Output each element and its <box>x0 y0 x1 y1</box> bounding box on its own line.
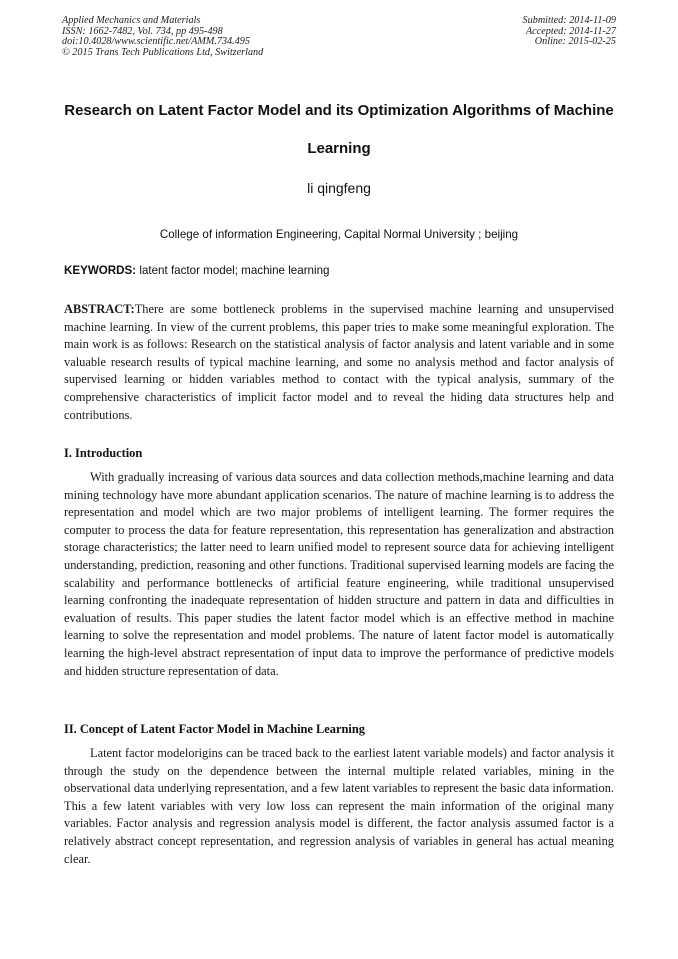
accepted-date: Accepted: 2014-11-27 <box>525 25 616 37</box>
journal-info <box>62 16 263 58</box>
journal-name: Applied Mechanics and Materials <box>62 15 201 26</box>
keywords-label: KEYWORDS: <box>64 264 137 277</box>
keywords <box>64 264 614 277</box>
section-body-concept: Latent factor modelorigins can be traced back to the earliest latent variable models) and factor analysis it through the study on the dependence between the internal multiple related variables, mining in the observational data underlying representation, and a few latent variables to represent the basic data information. This a few latent variables with very low loss can represent the main information of the original many variables. Factor analysis and regression analysis model is different, the factor analysis assumed factor is a relatively abstract concept representation, and regression analysis of variables in general has actual meaning clear. <box>64 746 614 866</box>
journal-issn: ISSN: 1662-7482, Vol. 734, pp 495-498 <box>62 25 223 37</box>
online-date: Online: 2015-02-25 <box>534 36 616 48</box>
keywords-text: latent factor model; machine learning <box>136 264 330 277</box>
abstract-label: ABSTRACT: <box>64 302 135 316</box>
author-affiliation: College of information Engineering, Capital Normal University ; beijing <box>159 228 519 241</box>
journal-doi: doi:10.4028/www.scientific.net/AMM.734.495 <box>62 36 250 48</box>
paper-title: Research on Latent Factor Model and its Optimization Algorithms of Machine Learning <box>64 102 614 157</box>
section-heading-introduction: I. Introduction <box>64 446 143 460</box>
abstract-text: There are some bottleneck problems in the supervised machine learning and unsupervised machine learning. In view of the current problems, this paper tries to make some meaningful exploration. The main work is as follows: Research on the statistical analysis of factor analysis and latent variable and in some valuable research results of typical machine learning, and some no analysis method and factor analysis of supervised learning or hidden variables method to contact with the typical analysis, summary of the comprehensive characteristics of implicit factor model and to reveal the hiding data structures help and contributions. <box>64 302 614 422</box>
section-heading-concept: II. Concept of Latent Factor Model in Machine Learning <box>64 722 365 736</box>
paper-author: li qingfeng <box>307 180 371 196</box>
journal-copyright: © 2015 Trans Tech Publications Ltd, Switzerland <box>62 46 264 58</box>
section-body-introduction: With gradually increasing of various data sources and data collection methods,machine learning and data mining technology have more abundant application scenarios. The nature of machine learning is to address the representation and model which are two major problems of intelligent learning. The former requires the computer to process the data for feature representation, this representation has generalization and abstraction storage characteristics; the latter need to learn unified model to represent source data for achieving intelligent understanding, prediction, reasoning and other functions. Traditional supervised learning models are facing the scalability and performance bottlenecks of artificial feature engineering, while traditional unsupervised learning confronting the inadequate representation of hidden structure and pattern in data and difficulties in evaluation of results. This paper studies the latent factor model which is an effective method in machine learning to solve the representation and model problems. The nature of latent factor model is automatically learning the high-level abstract representation of input data to improve the performance of predictive models and hidden structure representation of data. <box>64 470 614 678</box>
submission-dates <box>523 16 616 48</box>
submitted-date: Submitted: 2014-11-09 <box>522 15 616 26</box>
abstract <box>64 301 614 424</box>
